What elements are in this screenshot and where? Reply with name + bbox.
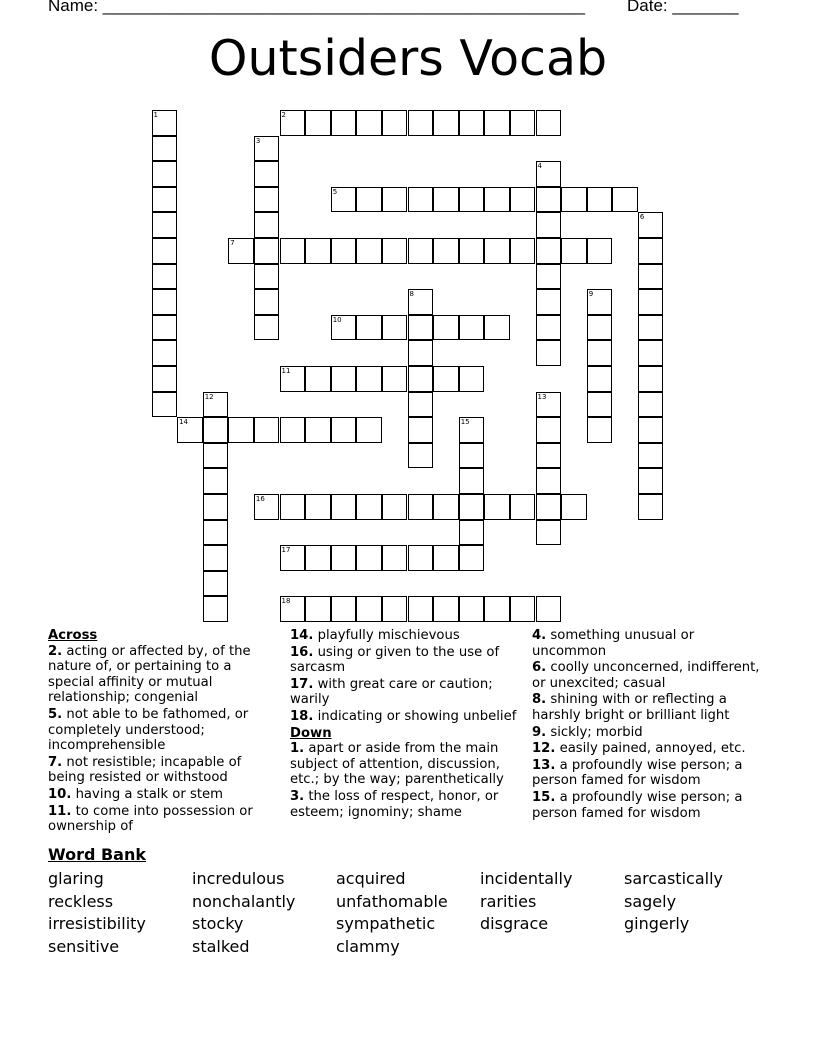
- crossword-cell[interactable]: [254, 238, 280, 264]
- crossword-cell[interactable]: [203, 545, 229, 571]
- crossword-cell[interactable]: [510, 110, 536, 136]
- crossword-cell[interactable]: [536, 417, 562, 443]
- crossword-cell[interactable]: [638, 264, 664, 290]
- clue-down-3: 3. the loss of respect, honor, or esteem; ignominy; shame: [290, 788, 499, 820]
- crossword-cell[interactable]: [152, 340, 178, 366]
- clue-across-14: 14. playfully mischievous: [290, 628, 460, 643]
- crossword-cell[interactable]: [408, 340, 434, 366]
- crossword-cell[interactable]: [203, 571, 229, 597]
- word-bank-item: reckless: [48, 892, 114, 911]
- crossword-cell[interactable]: [382, 110, 408, 136]
- crossword-cell[interactable]: [408, 417, 434, 443]
- crossword-cell[interactable]: [433, 238, 459, 264]
- crossword-cell[interactable]: [536, 340, 562, 366]
- crossword-cell[interactable]: [408, 110, 434, 136]
- crossword-cell[interactable]: [408, 392, 434, 418]
- crossword-cell[interactable]: [459, 443, 485, 469]
- across-heading: Across: [48, 628, 98, 643]
- crossword-cell[interactable]: [459, 545, 485, 571]
- clue-number: 3: [255, 136, 261, 145]
- crossword-cell[interactable]: [433, 545, 459, 571]
- crossword-cell[interactable]: [536, 238, 562, 264]
- crossword-cell[interactable]: [638, 443, 664, 469]
- clue-down-6: 6. coolly unconcerned, indifferent, or unexcited; casual: [532, 660, 760, 691]
- clue-across-11: 11. to come into possession or ownership of: [48, 803, 253, 835]
- crossword-cell[interactable]: [536, 161, 562, 187]
- clue-down-9: 9. sickly; morbid: [532, 724, 643, 740]
- crossword-cell[interactable]: [356, 110, 382, 136]
- crossword-cell[interactable]: [203, 468, 229, 494]
- word-bank-item: irresistibility: [48, 914, 146, 933]
- crossword-cell[interactable]: [638, 494, 664, 520]
- word-bank-item: sarcastically: [624, 869, 723, 888]
- crossword-cell[interactable]: [536, 187, 562, 213]
- clue-number: 14: [179, 418, 189, 427]
- crossword-cell[interactable]: [561, 494, 587, 520]
- crossword-cell[interactable]: [587, 392, 613, 418]
- crossword-cell[interactable]: [510, 238, 536, 264]
- clue-down-15: 15. a profoundly wise person; a person famed for wisdom: [532, 789, 743, 821]
- crossword-cell[interactable]: [459, 468, 485, 494]
- crossword-cell[interactable]: [587, 417, 613, 443]
- crossword-cell[interactable]: [587, 340, 613, 366]
- crossword-cell[interactable]: [484, 110, 510, 136]
- crossword-cell[interactable]: [638, 468, 664, 494]
- crossword-cell[interactable]: [203, 494, 229, 520]
- clue-across-18: 18. indicating or showing unbelief: [290, 708, 517, 724]
- crossword-cell[interactable]: [484, 315, 510, 341]
- crossword-cell[interactable]: [331, 494, 357, 520]
- crossword-cell[interactable]: [587, 366, 613, 392]
- crossword-cell[interactable]: [356, 366, 382, 392]
- crossword-cell[interactable]: [408, 545, 434, 571]
- word-bank-item: sagely: [624, 892, 677, 911]
- crossword-cell[interactable]: [382, 545, 408, 571]
- crossword-cell[interactable]: [254, 417, 280, 443]
- clue-down-4: 4. something unusual or uncommon: [532, 628, 695, 659]
- crossword-cell[interactable]: [254, 289, 280, 315]
- clues-column-1: [48, 628, 276, 836]
- word-bank-item: gingerly: [624, 914, 690, 933]
- crossword-cell[interactable]: [203, 596, 229, 622]
- clue-number: 15: [460, 418, 470, 427]
- crossword-cell[interactable]: [612, 187, 638, 213]
- crossword-cell[interactable]: [152, 212, 178, 238]
- crossword-cell[interactable]: [433, 315, 459, 341]
- crossword-cell[interactable]: [587, 238, 613, 264]
- crossword-cell[interactable]: [331, 596, 357, 622]
- crossword-cell[interactable]: [280, 417, 306, 443]
- clue-number: 8: [409, 290, 414, 299]
- word-bank-item: stocky: [192, 914, 244, 933]
- crossword-cell[interactable]: [152, 264, 178, 290]
- word-bank-item: disgrace: [480, 914, 549, 933]
- crossword-cell[interactable]: [638, 340, 664, 366]
- crossword-cell[interactable]: [536, 289, 562, 315]
- crossword-cell[interactable]: [587, 315, 613, 341]
- clue-across-10: 10. having a stalk or stem: [48, 786, 223, 802]
- crossword-cell[interactable]: [408, 238, 434, 264]
- crossword-cell[interactable]: [305, 545, 331, 571]
- crossword-cell[interactable]: [408, 187, 434, 213]
- crossword-cell[interactable]: [280, 238, 306, 264]
- crossword-cell[interactable]: [638, 238, 664, 264]
- crossword-cell[interactable]: [408, 443, 434, 469]
- crossword-cell[interactable]: [510, 494, 536, 520]
- crossword-cell[interactable]: [331, 187, 357, 213]
- crossword-cell[interactable]: [152, 136, 178, 162]
- crossword-cell[interactable]: [203, 520, 229, 546]
- crossword-cell[interactable]: [305, 417, 331, 443]
- crossword-cell[interactable]: [331, 545, 357, 571]
- crossword-cell[interactable]: [408, 366, 434, 392]
- clue-number: 7: [230, 239, 235, 247]
- crossword-cell[interactable]: [152, 110, 178, 136]
- word-bank-item: unfathomable: [336, 892, 448, 911]
- crossword-cell[interactable]: [280, 366, 306, 392]
- clue-across-16: 16. using or given to the use of sarcasm: [290, 644, 500, 676]
- crossword-cell[interactable]: [331, 417, 357, 443]
- crossword-cell[interactable]: [228, 238, 254, 264]
- crossword-cell[interactable]: [254, 264, 280, 290]
- crossword-cell[interactable]: [536, 596, 562, 622]
- crossword-cell[interactable]: [177, 417, 203, 443]
- clue-down-12: 12. easily pained, annoyed, etc.: [532, 741, 746, 757]
- crossword-cell[interactable]: [638, 289, 664, 315]
- clue-number: 10: [332, 315, 342, 324]
- word-bank-item: incidentally: [480, 869, 573, 888]
- crossword-cell[interactable]: [152, 161, 178, 187]
- crossword-cell[interactable]: [433, 494, 459, 520]
- crossword-cell[interactable]: [280, 110, 306, 136]
- crossword-cell[interactable]: [305, 494, 331, 520]
- crossword-cell[interactable]: [331, 238, 357, 264]
- crossword-cell[interactable]: [152, 392, 178, 418]
- word-bank-item: acquired: [336, 869, 406, 888]
- crossword-cell[interactable]: [356, 187, 382, 213]
- crossword-cell[interactable]: [561, 238, 587, 264]
- clue-number: 1: [153, 111, 158, 119]
- word-bank-item: incredulous: [192, 869, 285, 888]
- crossword-cell[interactable]: [356, 596, 382, 622]
- word-bank-item: glaring: [48, 869, 104, 888]
- clue-number: 16: [255, 495, 265, 503]
- crossword-cell[interactable]: [152, 238, 178, 264]
- crossword-cell[interactable]: [536, 443, 562, 469]
- clue-number: 17: [281, 546, 291, 555]
- crossword-cell[interactable]: [203, 417, 229, 443]
- crossword-cell[interactable]: [638, 417, 664, 443]
- crossword-cell[interactable]: [382, 366, 408, 392]
- word-bank-item: nonchalantly: [192, 892, 296, 911]
- crossword-cell[interactable]: [638, 392, 664, 418]
- crossword-cell[interactable]: [484, 238, 510, 264]
- word-bank-item: rarities: [480, 892, 537, 911]
- clue-across-17: 17. with great care or caution; warily: [290, 676, 493, 708]
- crossword-cell[interactable]: [408, 494, 434, 520]
- crossword-cell[interactable]: [305, 596, 331, 622]
- clue-down-1: 1. apart or aside from the main subject of attention, discussion, etc.; by the way; parenthetically: [290, 741, 504, 788]
- page-title: Outsiders Vocab: [208, 30, 608, 87]
- crossword-cell[interactable]: [536, 212, 562, 238]
- clue-number: 2: [281, 111, 286, 119]
- crossword-cell[interactable]: [382, 315, 408, 341]
- crossword-cell[interactable]: [305, 110, 331, 136]
- crossword-cell[interactable]: [459, 187, 485, 213]
- crossword-cell[interactable]: [587, 289, 613, 315]
- crossword-cell[interactable]: [536, 520, 562, 546]
- crossword-cell[interactable]: [587, 187, 613, 213]
- crossword-cell[interactable]: [536, 494, 562, 520]
- crossword-cell[interactable]: [356, 238, 382, 264]
- crossword-cell[interactable]: [152, 366, 178, 392]
- clue-number: 5: [332, 187, 338, 196]
- crossword-cell[interactable]: [408, 315, 434, 341]
- crossword-cell[interactable]: [331, 315, 357, 341]
- crossword-cell[interactable]: [356, 494, 382, 520]
- crossword-cell[interactable]: [638, 315, 664, 341]
- down-heading: Down: [290, 725, 332, 741]
- clue-number: 18: [281, 597, 291, 606]
- crossword-cell[interactable]: [382, 187, 408, 213]
- crossword-cell[interactable]: [484, 187, 510, 213]
- name-field-label: Name: ___________________________________________________: [48, 0, 585, 15]
- crossword-cell[interactable]: [254, 494, 280, 520]
- date-field-label: Date: _______: [627, 0, 739, 15]
- crossword-cell[interactable]: [459, 110, 485, 136]
- word-bank-item: sensitive: [48, 937, 120, 956]
- clue-down-8: 8. shining with or reflecting a harshly bright or brilliant light: [532, 692, 730, 723]
- crossword-cell[interactable]: [536, 315, 562, 341]
- crossword-cell[interactable]: [356, 417, 382, 443]
- crossword-cell[interactable]: [203, 392, 229, 418]
- crossword-cell[interactable]: [433, 110, 459, 136]
- crossword-cell[interactable]: [203, 443, 229, 469]
- crossword-cell[interactable]: [356, 545, 382, 571]
- clues-column-2: [290, 628, 520, 821]
- word-bank-title: Word Bank: [48, 845, 147, 864]
- crossword-cell[interactable]: [254, 161, 280, 187]
- clue-down-13: 13. a profoundly wise person; a person famed for wisdom: [532, 757, 743, 789]
- crossword-cell[interactable]: [254, 315, 280, 341]
- clue-number: 6: [639, 213, 645, 222]
- crossword-cell[interactable]: [408, 596, 434, 622]
- crossword-cell[interactable]: [280, 545, 306, 571]
- crossword-cell[interactable]: [510, 596, 536, 622]
- crossword-cell[interactable]: [382, 238, 408, 264]
- crossword-cell[interactable]: [152, 289, 178, 315]
- crossword-cell[interactable]: [638, 366, 664, 392]
- clue-number: 12: [204, 392, 214, 401]
- clues-column-3: [532, 628, 772, 822]
- clue-across-7: 7. not resistible; incapable of being resisted or withstood: [48, 754, 242, 786]
- clue-number: 4: [537, 162, 542, 171]
- crossword-cell[interactable]: [152, 315, 178, 341]
- crossword-cell[interactable]: [331, 366, 357, 392]
- crossword-cell[interactable]: [510, 187, 536, 213]
- clue-across-5: 5. not able to be fathomed, or completely understood; incomprehensible: [48, 706, 249, 754]
- clue-number: 13: [537, 392, 547, 401]
- crossword-cell[interactable]: [459, 315, 485, 341]
- crossword-cell[interactable]: [433, 366, 459, 392]
- crossword-cell[interactable]: [408, 289, 434, 315]
- crossword-cell[interactable]: [536, 468, 562, 494]
- clue-across-2: 2. acting or affected by, of the nature of, or pertaining to a special affinity or mutual relationship; congenial: [48, 643, 251, 706]
- crossword-cell[interactable]: [305, 238, 331, 264]
- clue-number: 9: [588, 290, 594, 299]
- crossword-cell[interactable]: [331, 110, 357, 136]
- crossword-cell[interactable]: [280, 494, 306, 520]
- crossword-cell[interactable]: [536, 392, 562, 418]
- word-bank-item: clammy: [336, 937, 400, 956]
- word-bank-item: sympathetic: [336, 914, 436, 933]
- crossword-cell[interactable]: [433, 187, 459, 213]
- crossword-cell[interactable]: [356, 315, 382, 341]
- crossword-cell[interactable]: [433, 596, 459, 622]
- crossword-cell[interactable]: [484, 494, 510, 520]
- word-bank-item: stalked: [192, 937, 250, 956]
- crossword-cell[interactable]: [305, 366, 331, 392]
- crossword-cell[interactable]: [459, 417, 485, 443]
- crossword-cell[interactable]: [254, 187, 280, 213]
- crossword-cell[interactable]: [459, 238, 485, 264]
- crossword-cell[interactable]: [484, 596, 510, 622]
- crossword-cell[interactable]: [638, 212, 664, 238]
- crossword-cell[interactable]: [536, 264, 562, 290]
- crossword-cell[interactable]: [459, 520, 485, 546]
- crossword-cell[interactable]: [459, 494, 485, 520]
- crossword-cell[interactable]: [152, 187, 178, 213]
- crossword-cell[interactable]: [561, 187, 587, 213]
- crossword-cell[interactable]: [254, 136, 280, 162]
- crossword-cell[interactable]: [459, 366, 485, 392]
- crossword-cell[interactable]: [280, 596, 306, 622]
- crossword-cell[interactable]: [459, 596, 485, 622]
- crossword-cell[interactable]: [536, 110, 562, 136]
- crossword-cell[interactable]: [228, 417, 254, 443]
- crossword-cell[interactable]: [382, 494, 408, 520]
- crossword-cell[interactable]: [382, 596, 408, 622]
- clue-number: 11: [281, 367, 291, 375]
- crossword-cell[interactable]: [254, 212, 280, 238]
